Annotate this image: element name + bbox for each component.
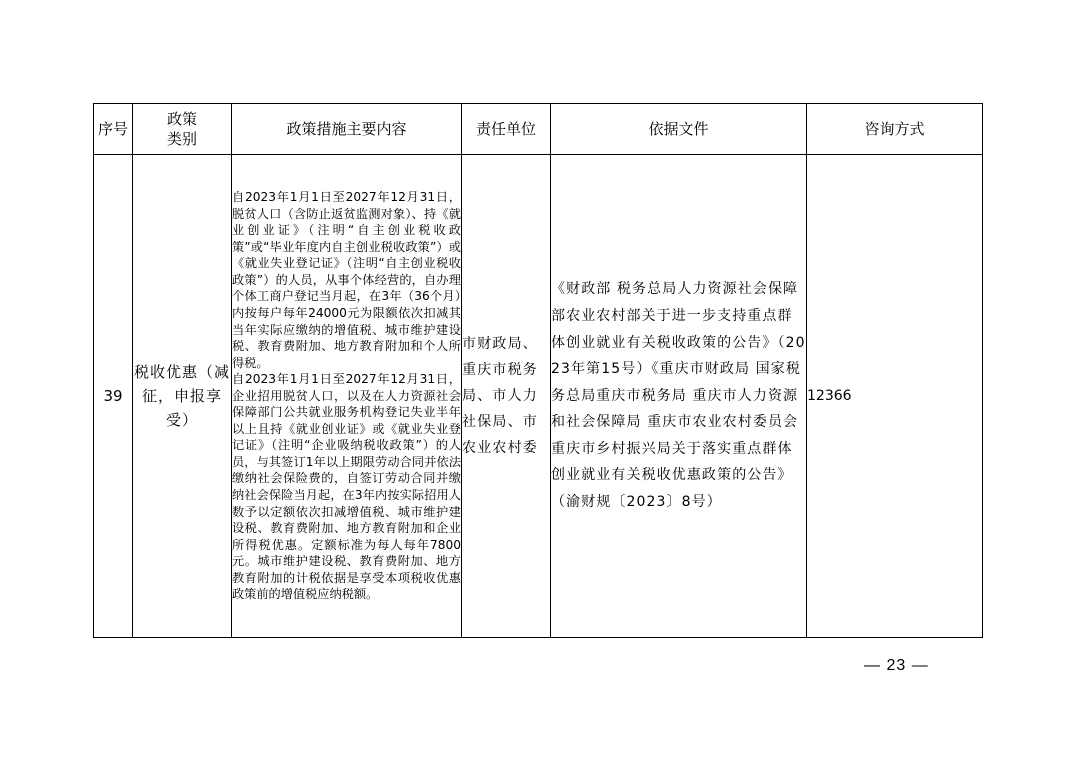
header-seq: 序号 [94, 104, 133, 155]
policy-table [93, 103, 983, 638]
header-content: 政策措施主要内容 [232, 104, 462, 155]
header-contact: 咨询方式 [807, 104, 983, 155]
header-category-line1: 政策 [166, 110, 197, 128]
cell-basis: 《财政部 税务总局人力资源社会保障部农业农村部关于进一步支持重点群体创业就业有关税收政策的公告》（2023年第15号）《重庆市财政局 国家税务总局重庆市税务局 重庆市人力资源和社会保障局 重庆市农业农村委员会重庆市乡村振兴局关于落实重点群体创业就业有关税收优惠政策的公告》（渝财规〔2023〕8号） [551, 155, 807, 638]
header-basis: 依据文件 [551, 104, 807, 155]
cell-seq: 39 [94, 155, 133, 638]
header-category-line2: 类别 [166, 130, 197, 148]
cell-unit: 市财政局、重庆市税务局、市人力社保局、市农业农村委 [462, 155, 551, 638]
page-number: — 23 — [864, 657, 929, 674]
table-header-row [94, 104, 983, 155]
table-row [94, 155, 983, 638]
content-paragraph-2: 自2023年1月1日至2027年12月31日，企业招用脱贫人口，以及在人力资源社会保障部门公共就业服务机构登记失业半年以上且持《就业创业证》或《就业失业登记证》（注明“企业吸纳税收政策”）的人员，与其签订1年以上期限劳动合同并依法缴纳社会保险费的，自签订劳动合同并缴纳社会保险当月起，在3年内按实际招用人数予以定额依次扣减增值税、城市维护建设税、教育费附加、地方教育附加和企业所得税优惠。定额标准为每人每年7800元。城市维护建设税、教育费附加、地方教育附加的计税依据是享受本项税收优惠政策前的增值税应纳税额。 [232, 372, 461, 602]
content-paragraph-1: 自2023年1月1日至2027年12月31日，脱贫人口（含防止返贫监测对象）、持《就业创业证》（注明“自主创业税收政策”或“毕业年度内自主创业税收政策”）或《就业失业登记证》（注明“自主创业税收政策”）的人员，从事个体经营的，自办理个体工商户登记当月起，在3年（36个月）内按每户每年24000元为限额依次扣减其当年实际应缴纳的增值税、城市维护建设税、教育费附加、地方教育附加和个人所得税。 [232, 190, 461, 370]
header-unit: 责任单位 [462, 104, 551, 155]
cell-content [232, 155, 462, 638]
cell-category: 税收优惠（减征，申报享受） [133, 155, 232, 638]
cell-contact: 12366 [807, 155, 983, 638]
header-category [133, 104, 232, 155]
